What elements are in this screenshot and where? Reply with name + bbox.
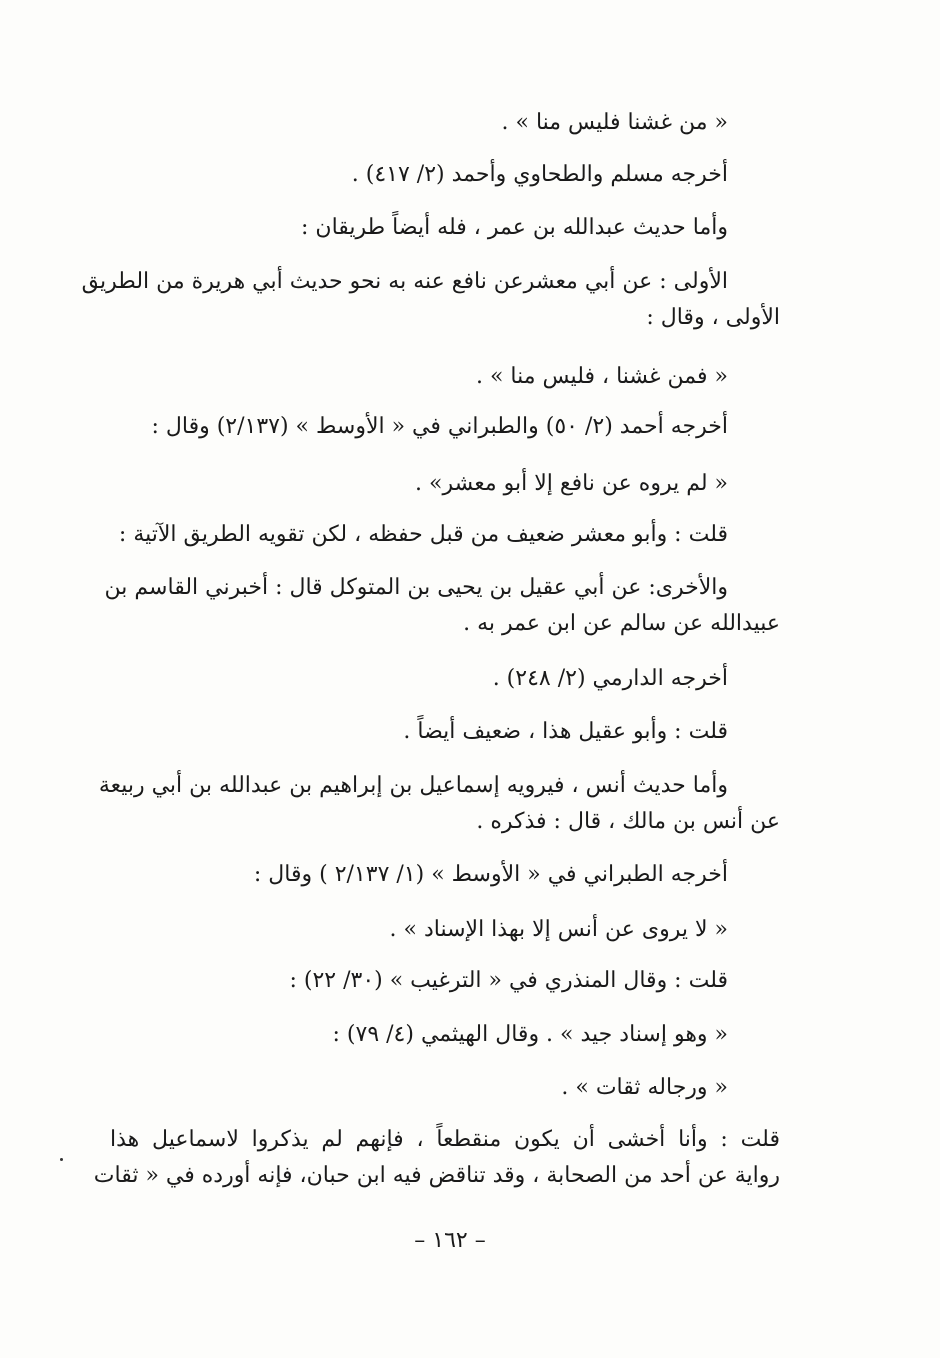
text-line: عبيدالله عن سالم عن ابن عمر به .	[463, 611, 780, 636]
text-line: أخرجه الدارمي (٢/ ٢٤٨) .	[492, 666, 728, 691]
page-number: – ١٦٢ –	[414, 1228, 486, 1253]
text-line: « وهو إسناد جيد » . وقال الهيثمي (٤/ ٧٩) :	[332, 1022, 728, 1047]
text-line: الأولى : عن أبي معشرعن نافع عنه به نحو حديث أبي هريرة من الطريق	[81, 269, 728, 294]
text-line: قلت : وأبو معشر ضعيف من قبل حفظه ، لكن تقويه الطريق الآتية :	[118, 522, 728, 547]
text-line: « لا يروى عن أنس إلا بهذا الإسناد » .	[389, 917, 728, 942]
text-line: قلت : وقال المنذري في « الترغيب » (٣٠/ ٢٢) :	[289, 968, 728, 993]
text-line: « ورجاله ثقات » .	[561, 1075, 728, 1100]
text-line: أخرجه الطبراني في « الأوسط » (١/ ٢/١٣٧ ) وقال :	[253, 862, 728, 887]
paragraph	[93, 1122, 780, 1194]
text-line: الأولى ، وقال :	[646, 305, 780, 330]
text-line: « فمن غشنا ، فليس منا » .	[475, 364, 728, 389]
paragraph	[98, 768, 780, 840]
text-line: أخرجه مسلم والطحاوي وأحمد (٢/ ٤١٧) .	[351, 162, 728, 187]
text-line: والأخرى: عن أبي عقيل بن يحيى بن المتوكل قال : أخبرني القاسم بن	[104, 575, 728, 600]
text-line: قلت : وأنا أخشى أن يكون منقطعاً ، فإنهم لم يذكروا لاسماعيل هذا	[110, 1127, 780, 1152]
paragraph	[81, 264, 780, 336]
text-line: وأما حديث عبدالله بن عمر ، فله أيضاً طريقان :	[301, 215, 728, 240]
text-line: أخرجه أحمد (٢/ ٥٠) والطبراني في « الأوسط » (٢/١٣٧) وقال :	[151, 414, 728, 439]
text-line: عن أنس بن مالك ، قال : فذكره .	[476, 809, 780, 834]
paragraph	[104, 570, 780, 642]
scan-speck	[60, 1158, 63, 1161]
text-line: « من غشنا فليس منا » .	[501, 110, 728, 135]
text-line: « لم يروه عن نافع إلا أبو معشر» .	[415, 471, 728, 496]
text-line: وأما حديث أنس ، فيرويه إسماعيل بن إبراهيم بن عبدالله بن أبي ربيعة	[98, 773, 728, 798]
text-line: رواية عن أحد من الصحابة ، وقد تناقض فيه ابن حبان، فإنه أورده في « ثقات	[93, 1163, 780, 1188]
text-line: قلت : وأبو عقيل هذا ، ضعيف أيضاً .	[403, 719, 728, 744]
